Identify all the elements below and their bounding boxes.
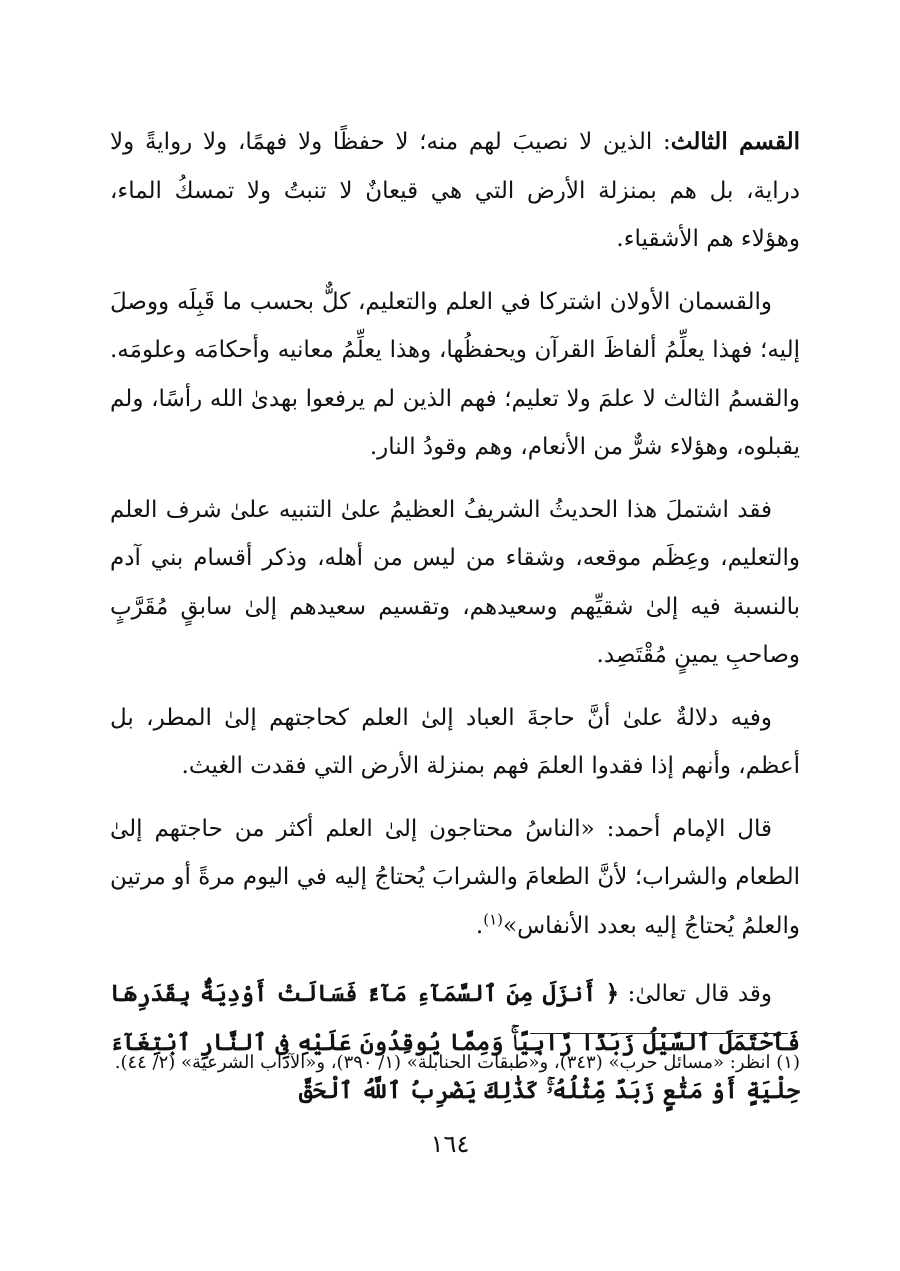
- paragraph-quran-verse: [110, 970, 800, 1116]
- paragraph-need-for-knowledge: [110, 694, 800, 791]
- paragraph-third-section: [110, 118, 800, 264]
- paragraph-text: فقد اشتملَ هذا الحديثُ الشريفُ العظيمُ علىٰ التنبيه علىٰ شرف العلم والتعليم، وعِظَم موقعه، وشقاء من ليس من أهله، وذكر أقسام بني آدم بالنسبة فيه إلىٰ شقيِّهم وسعيدهم، وتقسيم سعيدهم إلىٰ سابقٍ مُقَرَّبٍ وصاحبِ يمينٍ مُقْتَصِد.: [110, 496, 800, 668]
- page-body: [110, 118, 800, 1130]
- paragraph-text: وفيه دلالةٌ علىٰ أنَّ حاجةَ العباد إلىٰ العلم كحاجتهم إلىٰ المطر، بل أعظم، وأنهم إذا فقدوا العلمَ فهم بمنزلة الأرض التي فقدت الغيث.: [110, 704, 800, 779]
- section-heading: القسم الثالث: [670, 128, 800, 155]
- paragraph-hadith-meaning: [110, 486, 800, 680]
- paragraph-tail: .: [475, 912, 484, 939]
- paragraph-imam-ahmad-quote: [110, 805, 800, 951]
- footnote-item: (١) انظر: «مسائل حرب» (٣٤٣)، و«طبقات الحنابلة» (١/ ٣٩٠)، و«الآداب الشرعية» (٢/ ٤٤).: [114, 1052, 800, 1073]
- paragraph-text: والقسمان الأولان اشتركا في العلم والتعليم، كلٌّ بحسب ما قَبِلَه ووصلَ إليه؛ فهذا يعلِّمُ ألفاظَ القرآن ويحفظُها، وهذا يعلِّمُ معانيه وأحكامَه وعلومَه. والقسمُ الثالث لا علمَ ولا تعليم؛ فهم الذين لم يرفعوا بهدىٰ الله رأسًا، ولم يقبلوه، وهؤلاء شرٌّ من الأنعام، وهم وقودُ النار.: [110, 288, 800, 460]
- verse-intro: وقد قال تعالىٰ:: [619, 981, 772, 1007]
- footnote-divider: [530, 1033, 788, 1034]
- quran-verse: ﴿ أَنزَلَ مِنَ ٱلسَّمَآءِ مَآءً فَسَالَتْ أَوْدِيَةٌۢ بِقَدَرِهَا فَٱحْتَمَلَ ٱلسَّيْلُ زَبَدًا رَّابِيًاۚ وَمِمَّا يُوقِدُونَ عَلَيْهِ فِى ٱلنَّارِ ٱبْتِغَآءَ حِلْيَةٍ أَوْ مَتَٰعٍ زَبَدٌ مِّثْلُهُۥۚ كَذَٰلِكَ يَضْرِبُ ٱللَّهُ ٱلْحَقَّ: [110, 980, 800, 1104]
- paragraph-first-two-sections: [110, 278, 800, 472]
- paragraph-text: : الذين لا نصيبَ لهم منه؛ لا حفظًا ولا فهمًا، ولا روايةً ولا دراية، بل هم بمنزلة الأرض التي هي قيعانٌ لا تنبتُ ولا تمسكُ الماء، وهؤلاء هم الأشقياء.: [110, 129, 800, 252]
- page-number: ١٦٤: [430, 1130, 470, 1158]
- paragraph-text: قال الإمام أحمد: «الناسُ محتاجون إلىٰ العلم أكثر من حاجتهم إلىٰ الطعام والشراب؛ لأنَّ الطعامَ والشرابَ يُحتاجُ إليه في اليوم مرةً أو مرتين والعلمُ يُحتاجُ إليه بعدد الأنفاس»: [110, 815, 800, 939]
- footnotes: [110, 1046, 800, 1080]
- footnote-reference[interactable]: (١): [483, 909, 503, 928]
